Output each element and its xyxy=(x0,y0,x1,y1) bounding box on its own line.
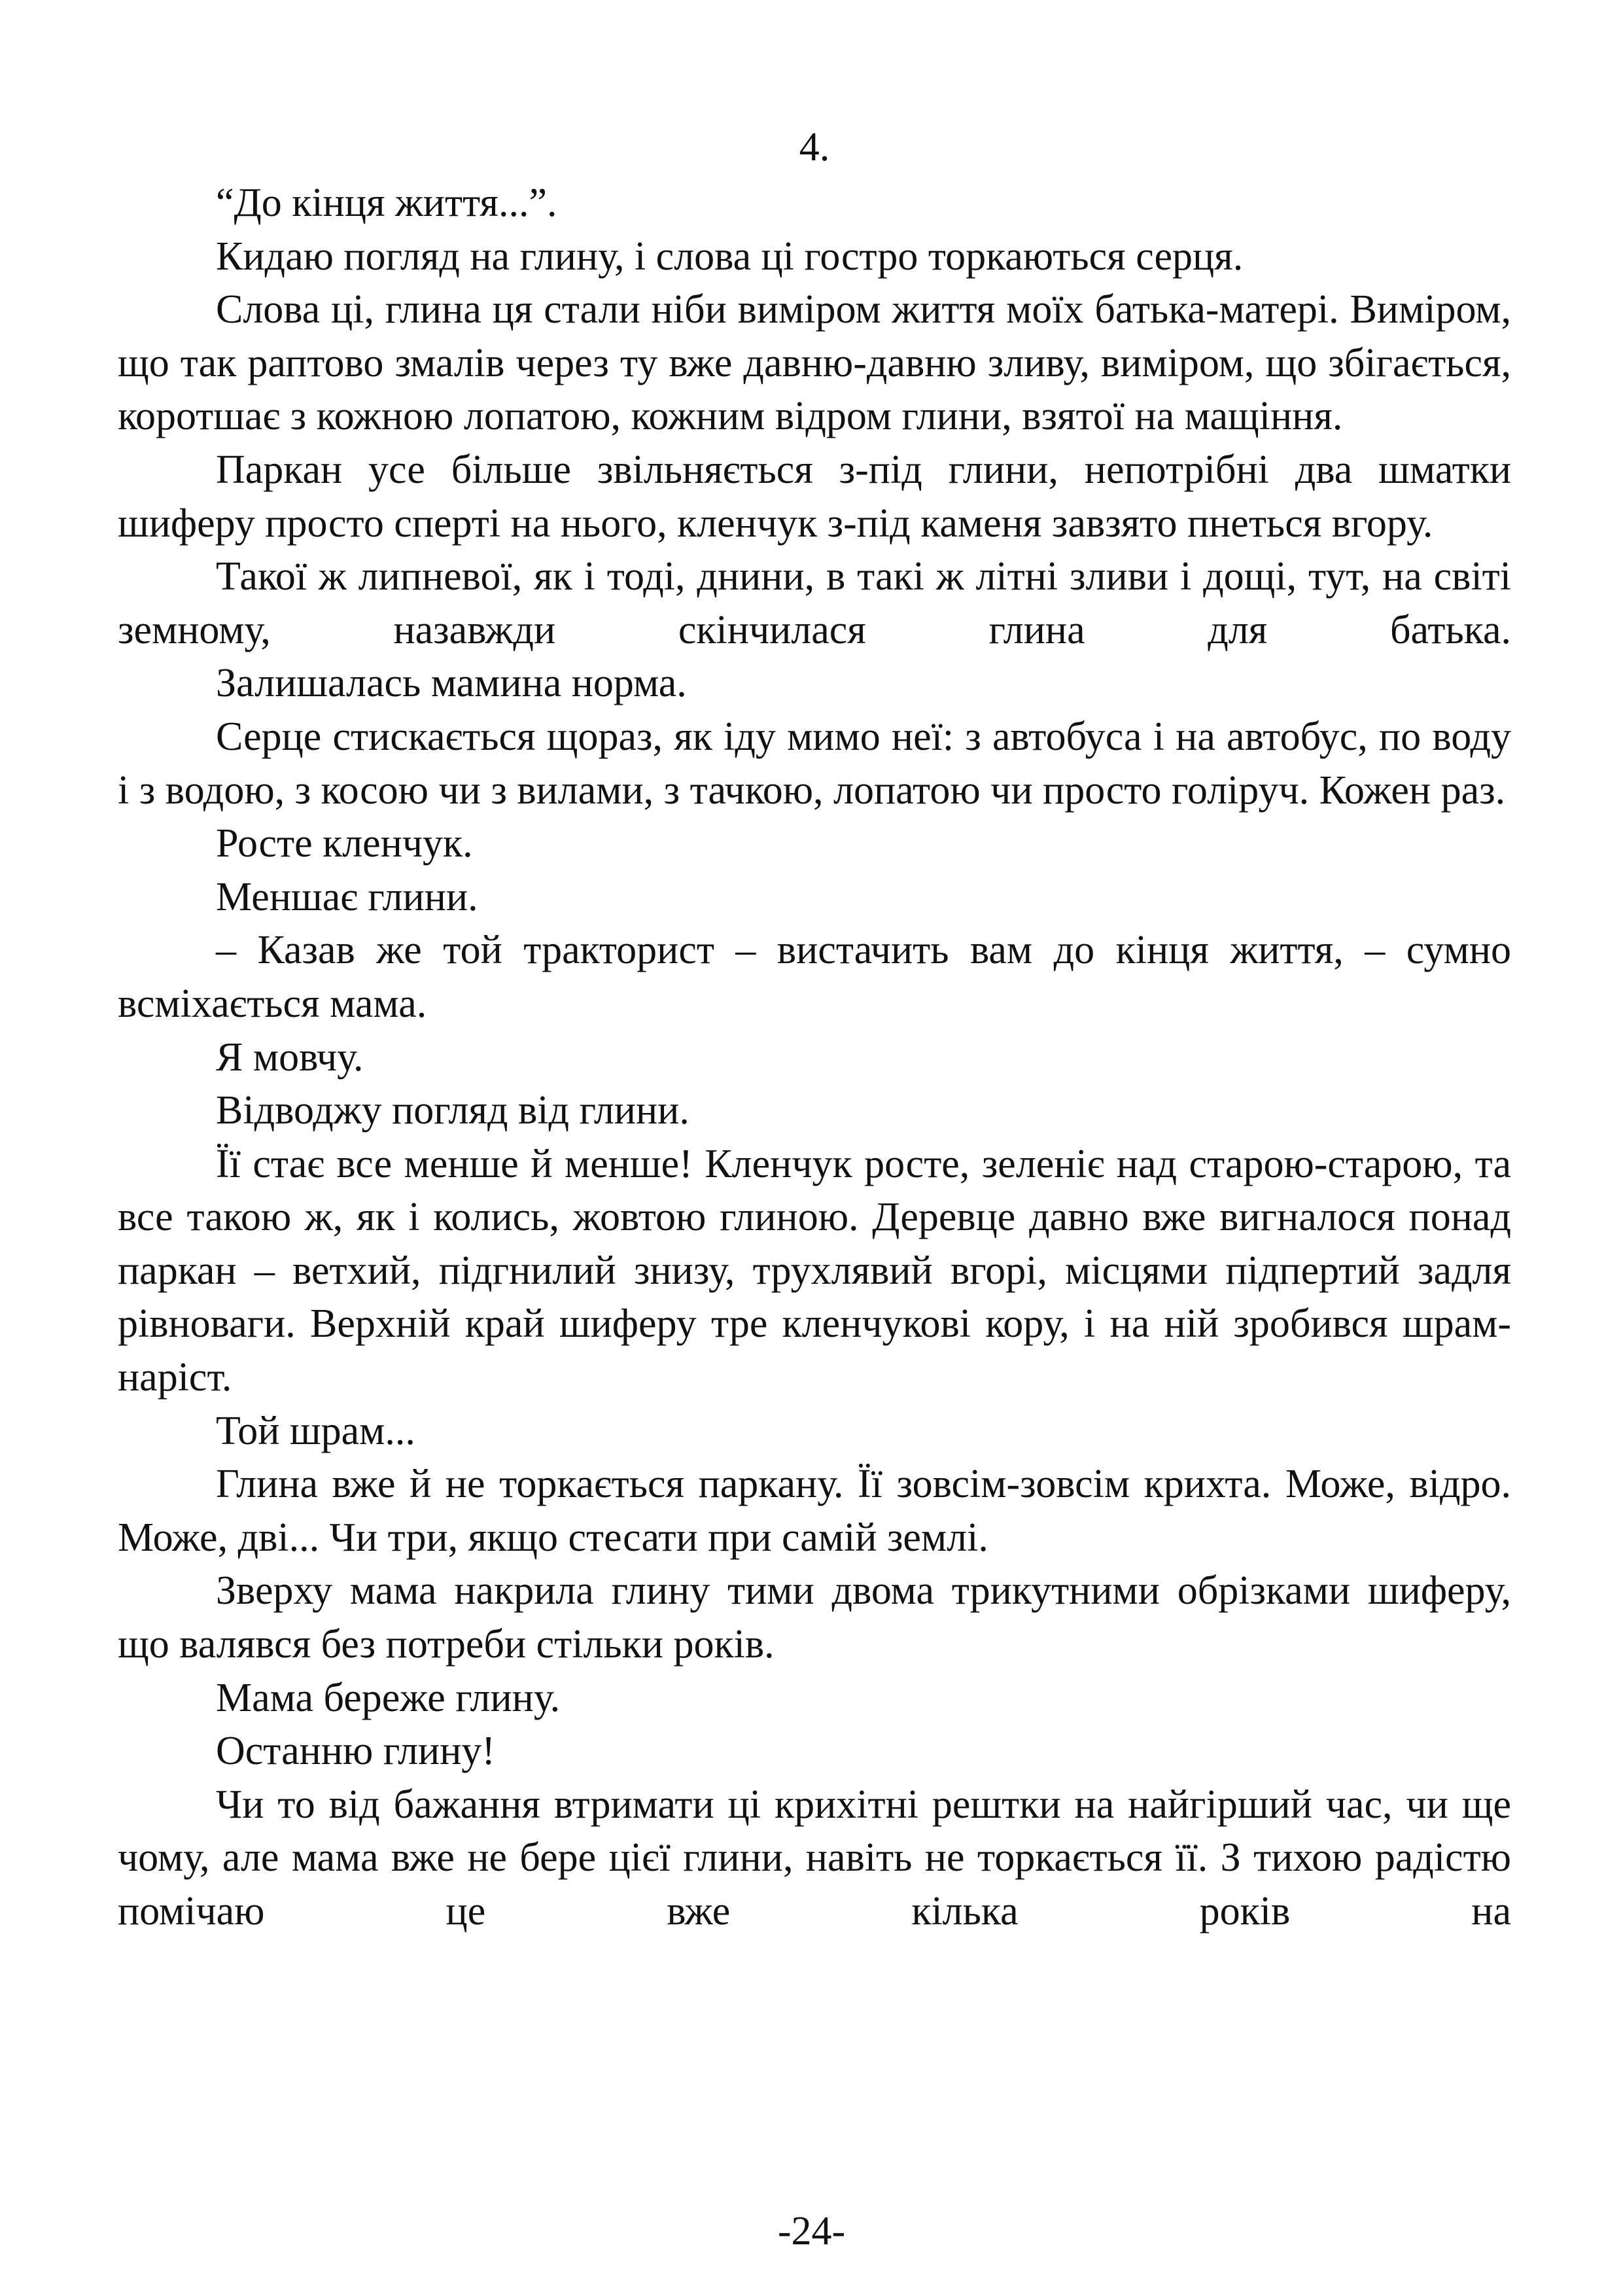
paragraph: Її стає все менше й менше! Кленчук росте, зеленіє над старою-старою, та все такою ж, як і колись, жовтою глиною. Деревце давно вже вигналося понад паркан – ветхий, підгнилий знизу, трухлявий вгорі, місцями підпертий задля рівноваги. Верхній край шиферу тре кленчукові кору, і на ній зробився шрам-наріст. xyxy=(118,1141,1511,1400)
paragraph: Меншає глини. xyxy=(216,874,478,919)
paragraph: Кидаю погляд на глину, і слова ці гостро торкаються серця. xyxy=(216,234,1244,279)
paragraph: Паркан усе більше звільняється з-під глини, непотрібні два шматки шиферу просто сперті на нього, кленчук з-під каменя завзято пнеться вгору. xyxy=(118,447,1511,546)
paragraph: “До кінця життя...”. xyxy=(216,181,557,225)
paragraph: Серце стискається щораз, як іду мимо неї: з автобуса і на автобус, по воду і з водою, з косою чи з вилами, з тачкою, лопатою чи просто голіруч. Кожен раз. xyxy=(118,714,1511,813)
paragraph: Той шрам... xyxy=(216,1408,415,1453)
paragraph: Чи то від бажання втримати ці крихітні рештки на найгірший час, чи ще чому, але мама вже не бере цієї глини, навіть не торкається її. З тихою радістю помічаю це вже кілька років на xyxy=(118,1782,1511,1934)
paragraph: Залишалась мамина норма. xyxy=(216,661,687,706)
paragraph: Мама береже глину. xyxy=(216,1675,561,1720)
page xyxy=(118,118,1511,1939)
paragraph: Зверху мама накрила глину тими двома трикутними обрізками шиферу, що валявся без потреби стільки років. xyxy=(118,1568,1511,1667)
paragraph: Останню глину! xyxy=(216,1729,496,1774)
chapter-number: 4. xyxy=(799,125,830,169)
body-text xyxy=(118,177,1511,1939)
paragraph: – Казав же той тракторист – вистачить вам до кінця життя, – сумно всміхається мама. xyxy=(118,928,1511,1026)
paragraph: Відводжу погляд від глини. xyxy=(216,1088,689,1133)
paragraph: Глина вже й не торкається паркану. Її зовсім-зовсім крихта. Може, відро. Може, дві... Чи три, якщо стесати при самій землі. xyxy=(118,1462,1511,1560)
paragraph: Слова ці, глина ця стали ніби виміром життя моїх батька-матері. Виміром, що так раптово змалів через ту вже давню-давню зливу, виміром, що збігається, коротшає з кожною лопатою, кожним відром глини, взятої на мащіння. xyxy=(118,287,1511,439)
paragraph: Росте кленчук. xyxy=(216,821,473,866)
paragraph: Такої ж липневої, як і тоді, днини, в такі ж літні зливи і дощі, тут, на світі земному, назавжди скінчилася глина для батька. xyxy=(118,554,1511,652)
paragraph: Я мовчу. xyxy=(216,1034,364,1080)
page-number: -24- xyxy=(777,2209,846,2253)
